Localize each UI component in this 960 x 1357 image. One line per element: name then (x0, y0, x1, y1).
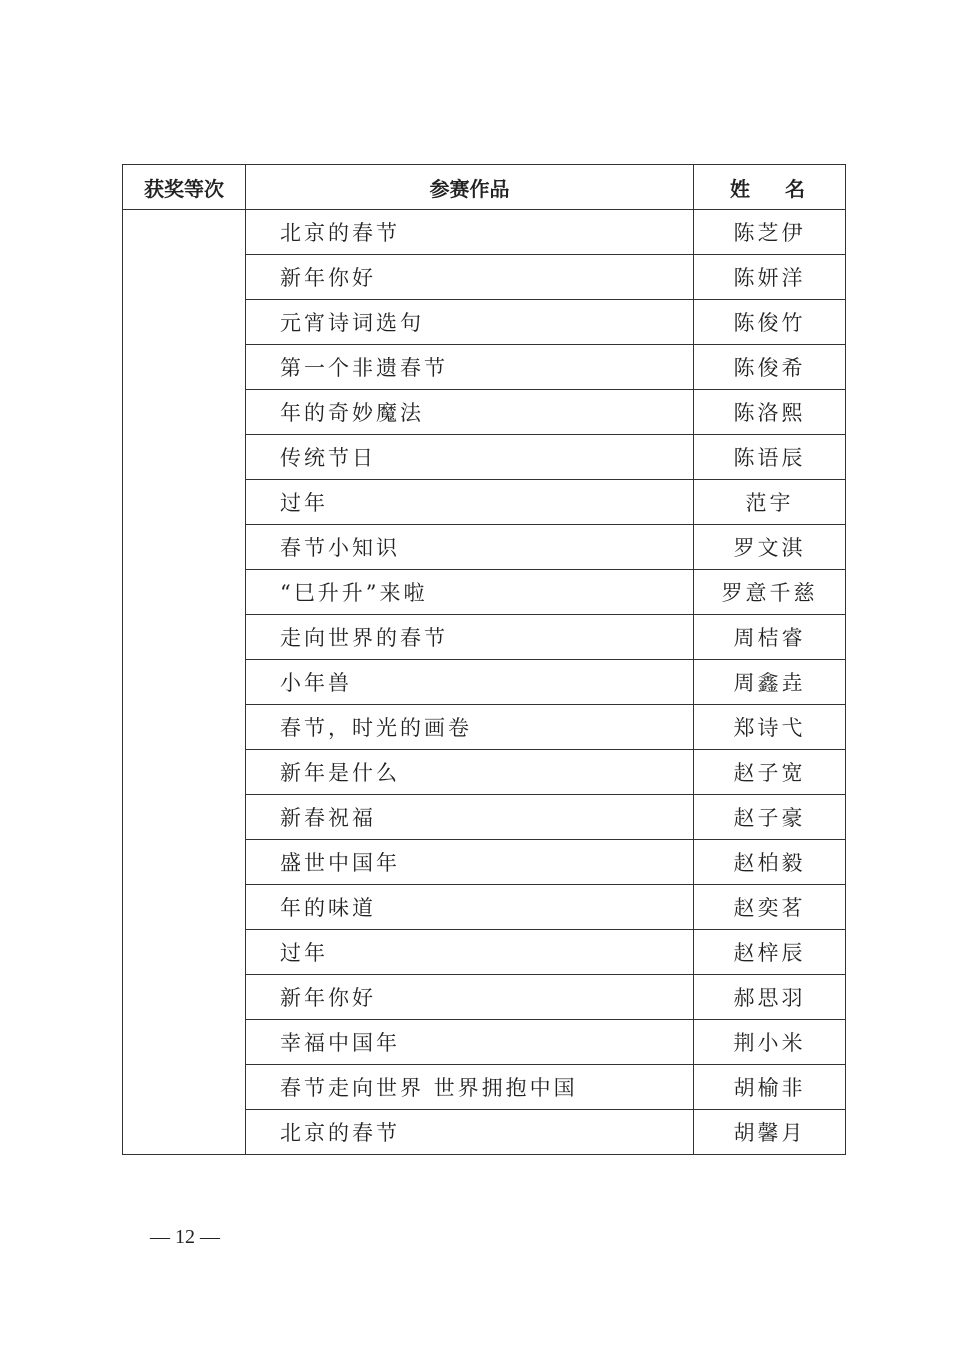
name-cell: 陈洛熙 (694, 390, 846, 435)
work-cell: 新年是什么 (246, 750, 694, 795)
work-cell: 幸福中国年 (246, 1020, 694, 1065)
work-cell: 元宵诗词选句 (246, 300, 694, 345)
header-work: 参赛作品 (246, 165, 694, 210)
name-cell: 赵梓辰 (694, 930, 846, 975)
name-cell: 罗意千慈 (694, 570, 846, 615)
name-cell: 胡榆非 (694, 1065, 846, 1110)
work-cell: 传统节日 (246, 435, 694, 480)
name-cell: 陈俊希 (694, 345, 846, 390)
work-cell: 盛世中国年 (246, 840, 694, 885)
table-header-row (123, 165, 846, 210)
work-cell: 春节小知识 (246, 525, 694, 570)
header-rank: 获奖等次 (123, 165, 246, 210)
work-cell: 第一个非遗春节 (246, 345, 694, 390)
work-cell: 新年你好 (246, 255, 694, 300)
name-cell: 赵奕茗 (694, 885, 846, 930)
work-cell: 过年 (246, 930, 694, 975)
work-cell: 小年兽 (246, 660, 694, 705)
awards-table (122, 164, 846, 1155)
table-row (123, 210, 846, 255)
name-cell: 陈妍洋 (694, 255, 846, 300)
name-cell: 陈语辰 (694, 435, 846, 480)
name-cell: 赵子宽 (694, 750, 846, 795)
name-cell: 荆小米 (694, 1020, 846, 1065)
work-cell: 年的奇妙魔法 (246, 390, 694, 435)
name-cell: 罗文淇 (694, 525, 846, 570)
rank-cell (123, 210, 246, 1155)
name-cell: 陈芝伊 (694, 210, 846, 255)
work-cell: “巳升升”来啦 (246, 570, 694, 615)
work-cell: 走向世界的春节 (246, 615, 694, 660)
name-cell: 赵子豪 (694, 795, 846, 840)
work-cell: 北京的春节 (246, 210, 694, 255)
name-cell: 周桔睿 (694, 615, 846, 660)
name-cell: 范宇 (694, 480, 846, 525)
name-cell: 胡馨月 (694, 1110, 846, 1155)
table-body (123, 210, 846, 1155)
name-cell: 赵柏毅 (694, 840, 846, 885)
name-cell: 郝思羽 (694, 975, 846, 1020)
page-number: — 12 — (150, 1226, 220, 1248)
header-name: 姓 名 (694, 165, 846, 210)
work-cell: 新春祝福 (246, 795, 694, 840)
name-cell: 陈俊竹 (694, 300, 846, 345)
work-cell: 北京的春节 (246, 1110, 694, 1155)
work-cell: 过年 (246, 480, 694, 525)
work-cell: 年的味道 (246, 885, 694, 930)
work-cell: 春节走向世界 世界拥抱中国 (246, 1065, 694, 1110)
name-cell: 郑诗弋 (694, 705, 846, 750)
work-cell: 春节，时光的画卷 (246, 705, 694, 750)
work-cell: 新年你好 (246, 975, 694, 1020)
name-cell: 周鑫垚 (694, 660, 846, 705)
